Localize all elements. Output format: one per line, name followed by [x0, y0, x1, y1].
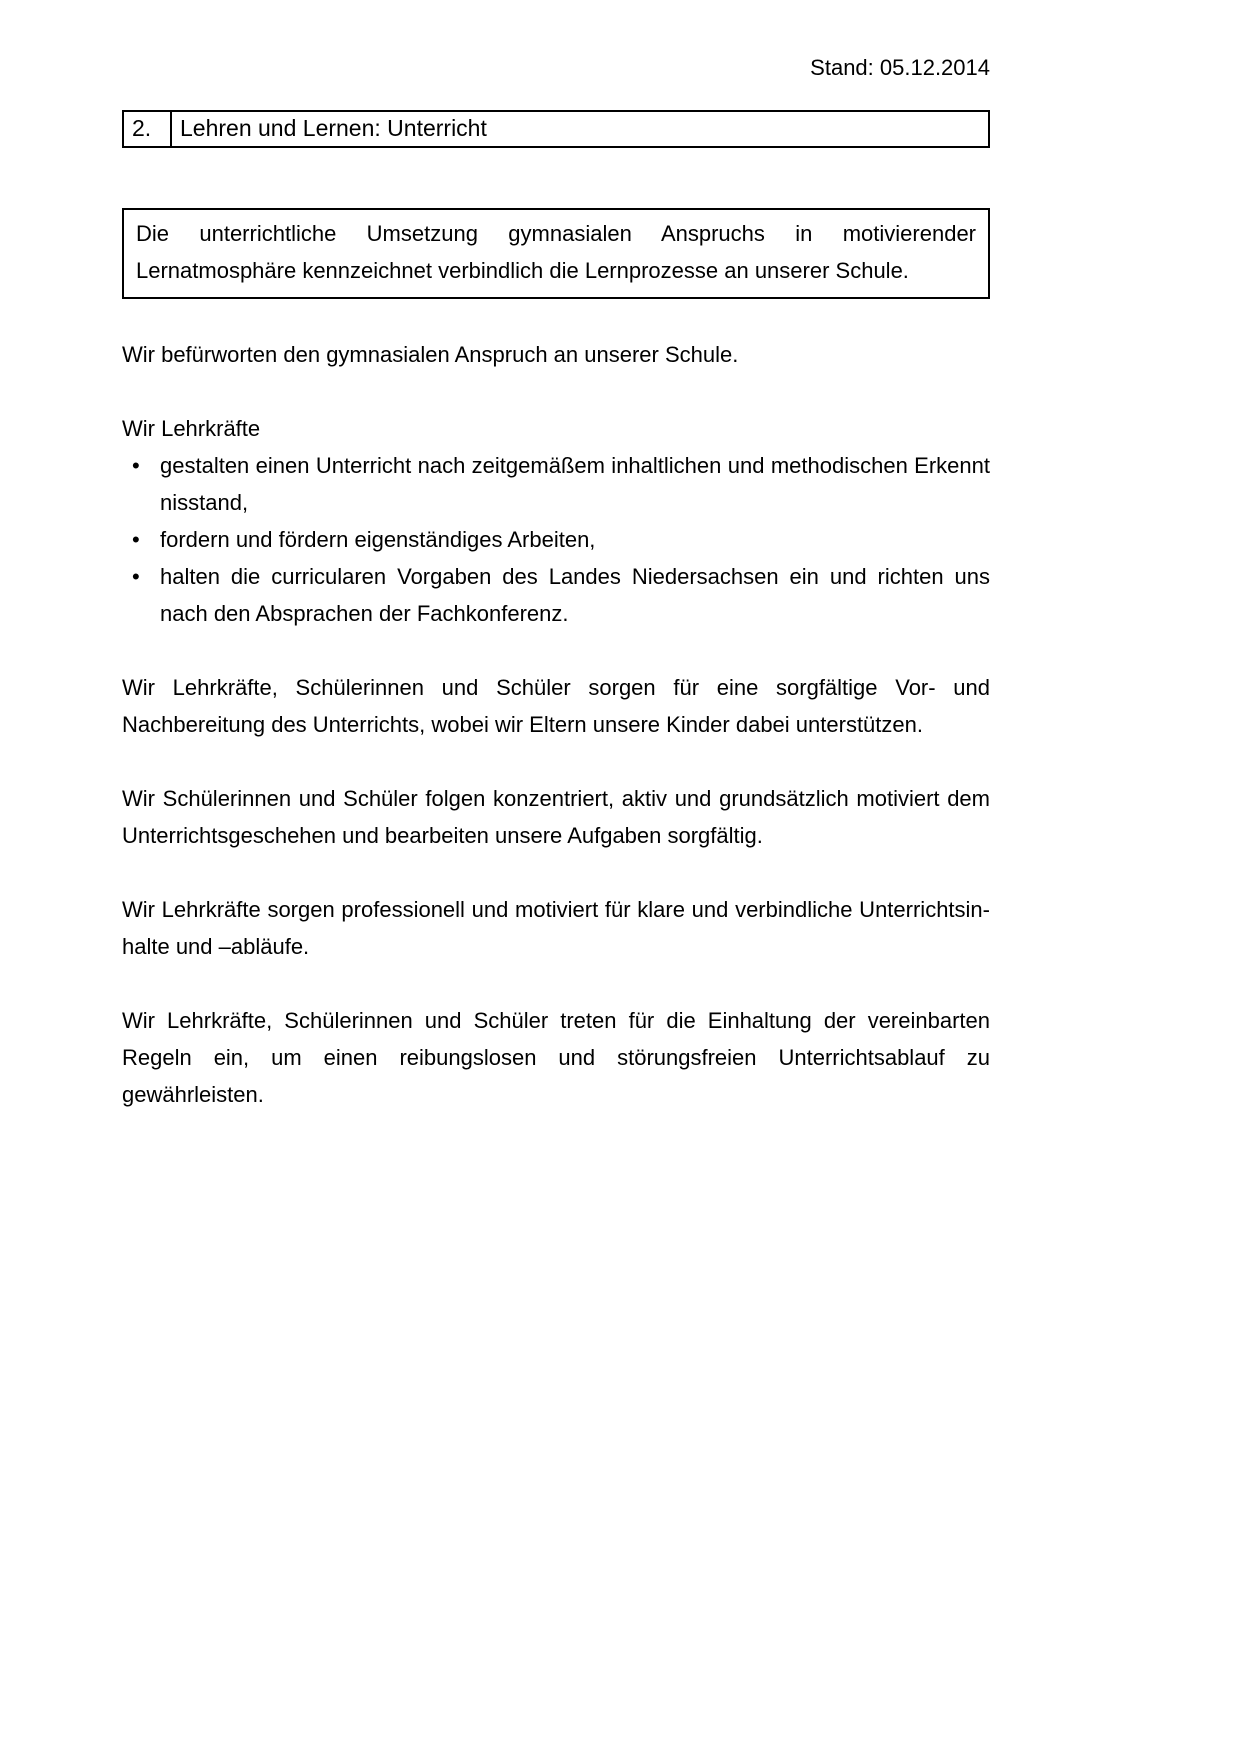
body-paragraph: Wir Lehrkräfte, Schülerinnen und Schüler sorgen für eine sorgfältige Vor- und Nachbereitung des Unterrichts, wobei wir Eltern unsere Kinder dabei unterstützen. [122, 675, 990, 737]
list-item [122, 558, 990, 632]
list-item [122, 447, 990, 521]
body-paragraph: Wir Lehrkräfte, Schülerinnen und Schüler treten für die Einhaltung der vereinbarten Regeln ein, um einen reibungslosen und störungsfreien Unterrichtsablauf zu gewährleisten. [122, 1008, 990, 1107]
body-paragraph: Wir Lehrkräfte sorgen professionell und motiviert für klare und verbindliche Unterrichtsinhalte und –abläufe. [122, 897, 990, 959]
mission-statement-box: Die unterrichtliche Umsetzung gymnasialen Anspruchs in motivierender Lernatmosphäre kennzeichnet verbindlich die Lernprozesse an unserer Schule. [122, 208, 990, 299]
section-title: Lehren und Lernen: Unterricht [171, 111, 989, 147]
bullet-icon: • [132, 564, 140, 589]
list-heading: Wir Lehrkräfte [122, 416, 261, 441]
teacher-commitments-list [122, 447, 990, 632]
section-header-table [122, 110, 990, 148]
content-column [122, 0, 990, 1113]
list-item-text: gestalten einen Unterricht nach zeitgemäßem inhaltlichen und methodischen Erkennt nisstand, [160, 453, 990, 515]
bullet-icon: • [132, 527, 140, 552]
section-number: 2. [123, 111, 171, 147]
document-date-label: Stand: 05.12.2014 [810, 55, 990, 80]
body-paragraph: Wir Schülerinnen und Schüler folgen konzentriert, aktiv und grundsätzlich motiviert dem Unterrichtsgeschehen und bearbeiten unsere Aufgaben sorgfältig. [122, 786, 990, 848]
intro-paragraph: Wir befürworten den gymnasialen Anspruch an unserer Schule. [122, 342, 739, 367]
section-header-row [123, 111, 989, 147]
list-item-text: fordern und fördern eigenständiges Arbeiten, [160, 527, 596, 552]
list-item [122, 521, 990, 558]
list-item-text: halten die curricularen Vorgaben des Landes Niedersachsen ein und richten uns nach den Absprachen der Fachkonferenz. [160, 564, 990, 626]
bullet-icon: • [132, 453, 140, 478]
